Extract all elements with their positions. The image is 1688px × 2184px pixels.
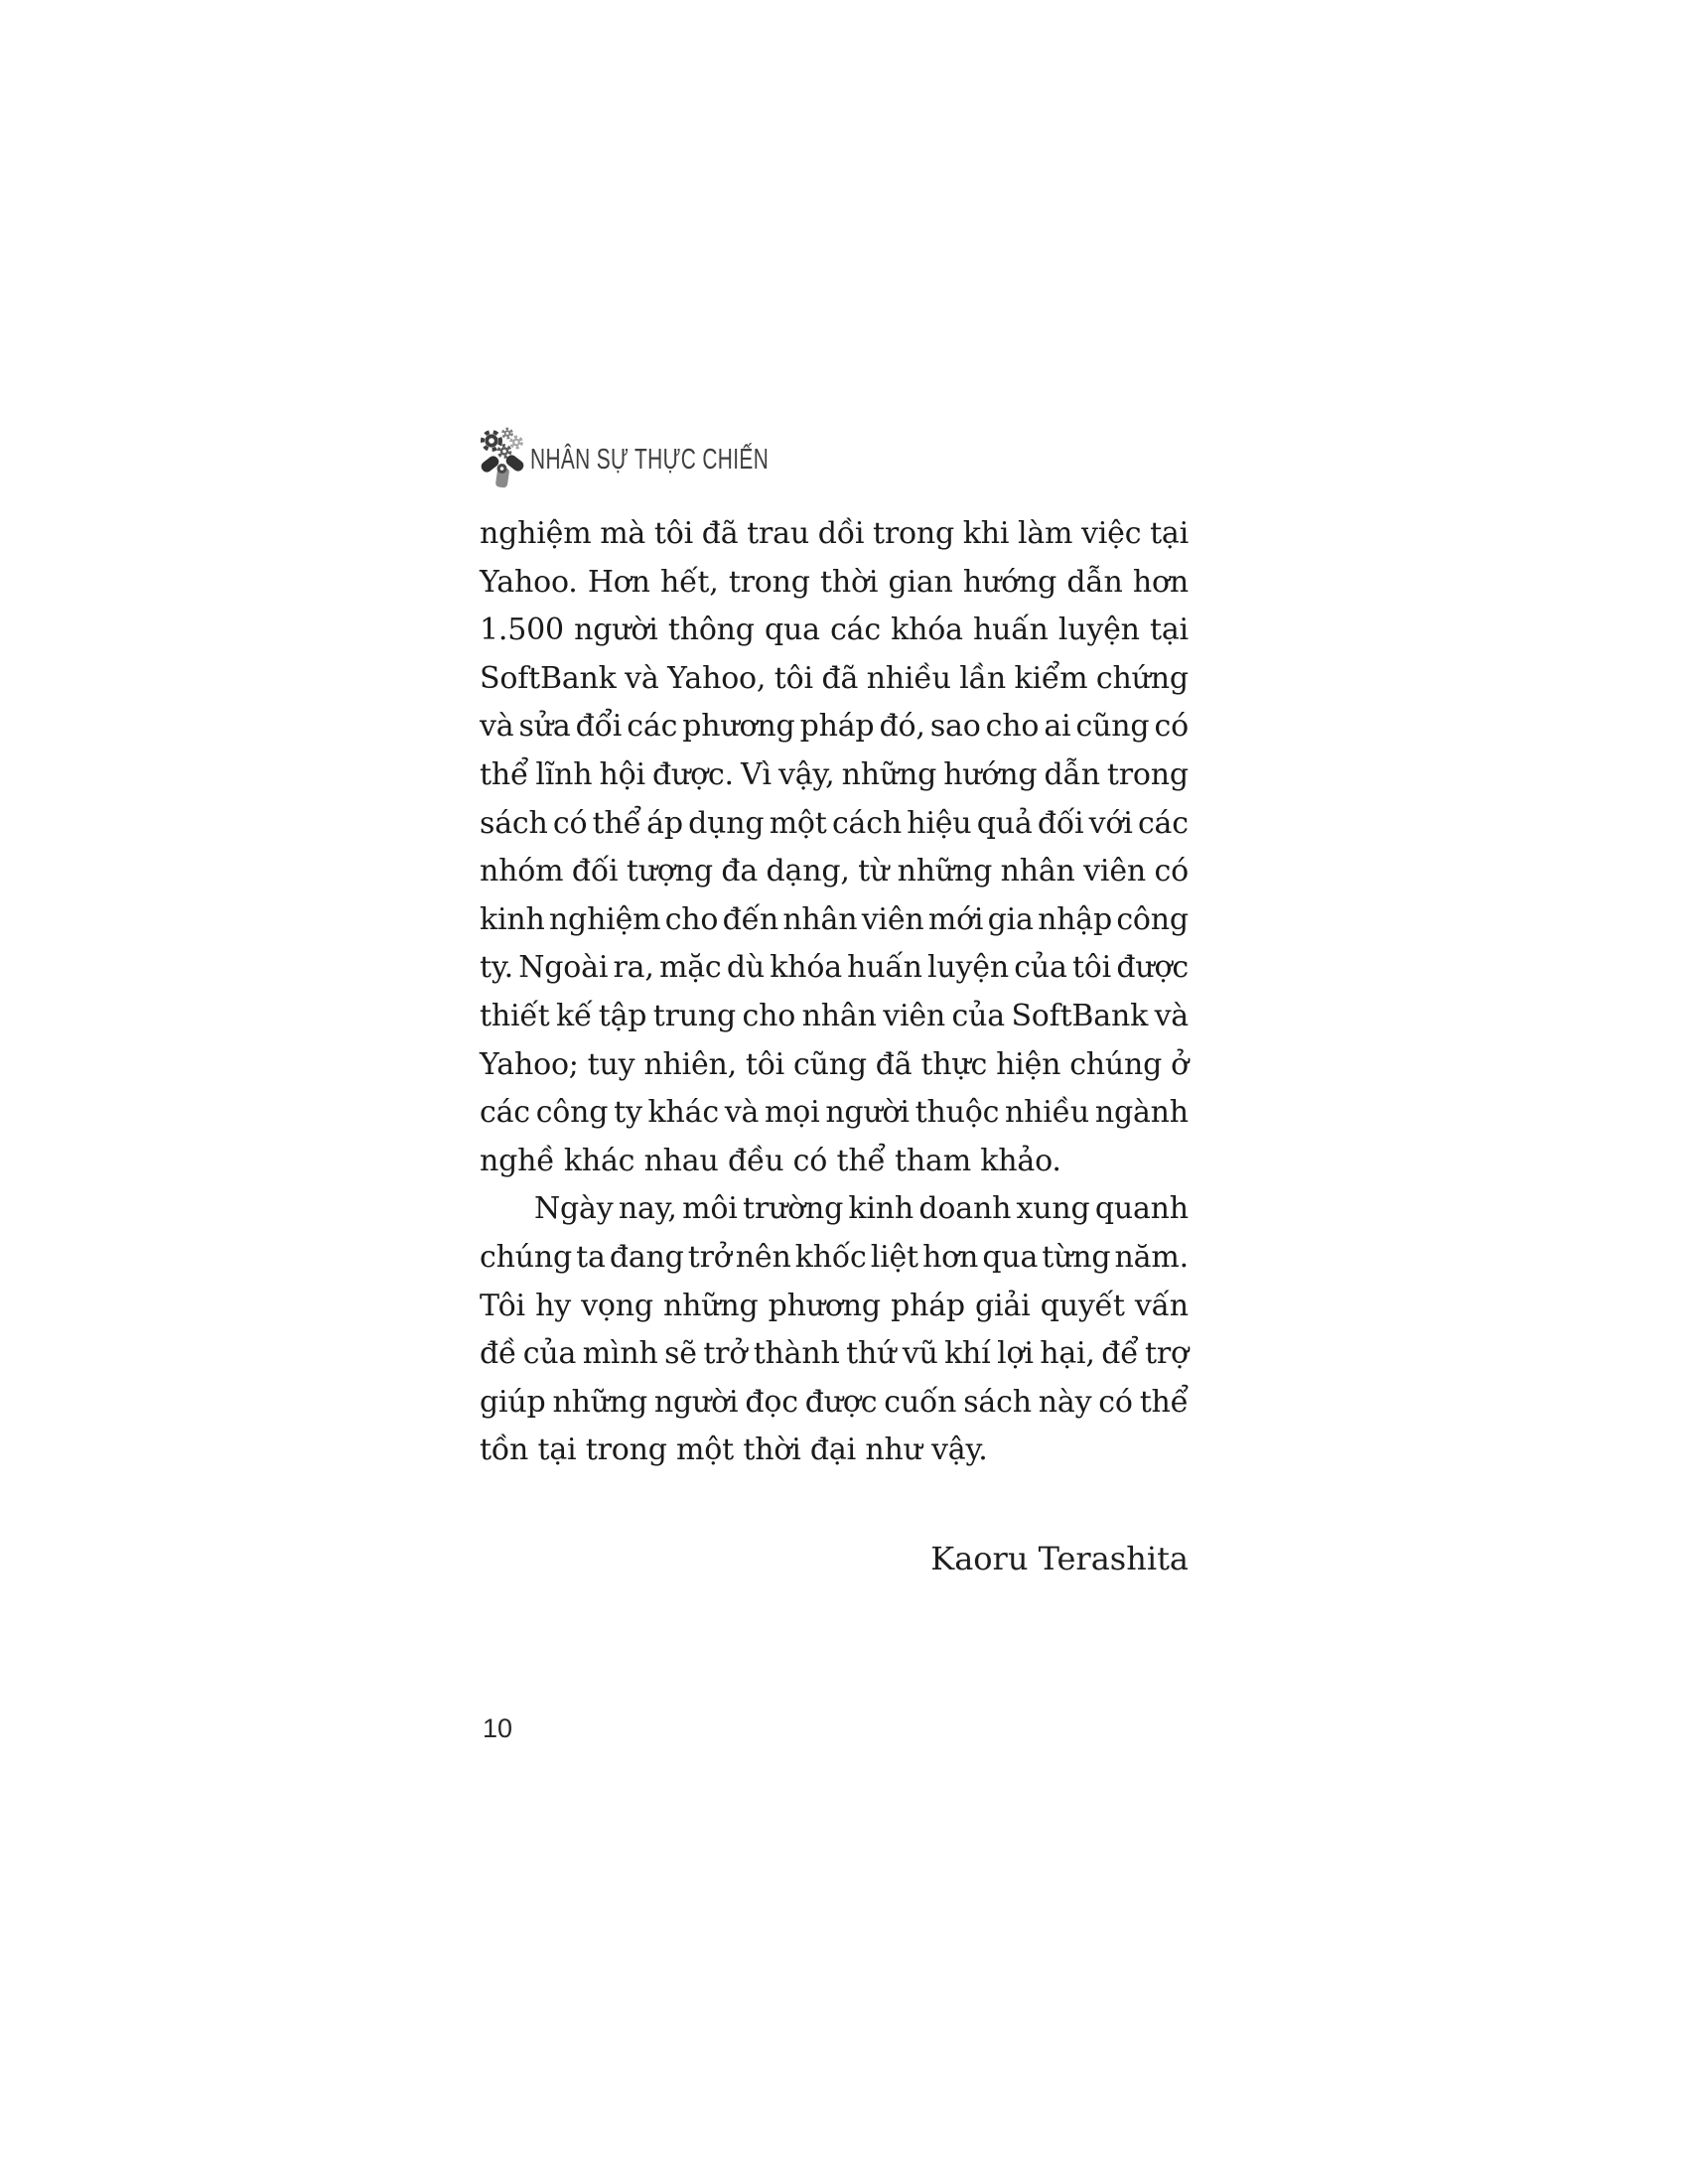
gear-large — [483, 432, 500, 450]
series-title: NHÂN SỰ THỰC CHIẾN — [530, 444, 770, 476]
text-line: thể lĩnh hội được. Vì vậy, những hướng dẫn trong — [480, 756, 1189, 792]
text-line: Ngày nay, môi trường kinh doanh xung quanh — [534, 1191, 1189, 1227]
text-line: kinh nghiệm cho đến nhân viên mới gia nhập công — [480, 901, 1189, 937]
text-line: chúng ta đang trở nên khốc liệt hơn qua từng năm. — [480, 1239, 1189, 1275]
person-figure — [480, 453, 525, 487]
text-line: tồn tại trong một thời đại như vậy. — [480, 1433, 988, 1468]
text-line: giúp những người đọc được cuốn sách này có thể — [480, 1384, 1189, 1420]
text-line: sách có thể áp dụng một cách hiệu quả đối với các — [480, 805, 1189, 841]
text-line: Yahoo. Hơn hết, trong thời gian hướng dẫn hơn — [480, 564, 1189, 600]
text-line: SoftBank và Yahoo, tôi đã nhiều lần kiểm chứng — [480, 660, 1189, 696]
paragraph — [480, 1185, 1189, 1475]
text-line: nghề khác nhau đều có thể tham khảo. — [480, 1143, 1061, 1178]
gear-small-right — [511, 437, 522, 448]
text-line: thiết kế tập trung cho nhân viên của SoftBank và — [480, 998, 1189, 1033]
page-header — [480, 426, 770, 489]
paragraph — [480, 510, 1189, 1185]
text-line: và sửa đổi các phương pháp đó, sao cho ai cũng có — [480, 709, 1189, 745]
gears-person-icon — [480, 426, 526, 489]
gear-small-top — [502, 429, 511, 438]
body-text — [480, 510, 1189, 1475]
text-line: Tôi hy vọng những phương pháp giải quyết vấn — [480, 1288, 1189, 1323]
text-line: các công ty khác và mọi người thuộc nhiều ngành — [480, 1095, 1189, 1131]
text-line: ty. Ngoài ra, mặc dù khóa huấn luyện của tôi được — [480, 950, 1189, 986]
text-line: 1.500 người thông qua các khóa huấn luyện tại — [480, 613, 1189, 648]
author-name: Kaoru Terashita — [930, 1540, 1189, 1577]
text-line: nghiệm mà tôi đã trau dồi trong khi làm việc tại — [480, 516, 1189, 551]
text-line: nhóm đối tượng đa dạng, từ những nhân viên có — [480, 854, 1189, 889]
text-line: đề của mình sẽ trở thành thứ vũ khí lợi hại, để trợ — [480, 1336, 1189, 1372]
page-number: 10 — [483, 1713, 513, 1743]
gear-medium-center — [498, 446, 510, 458]
text-line: Yahoo; tuy nhiên, tôi cũng đã thực hiện chúng ở — [480, 1046, 1189, 1082]
